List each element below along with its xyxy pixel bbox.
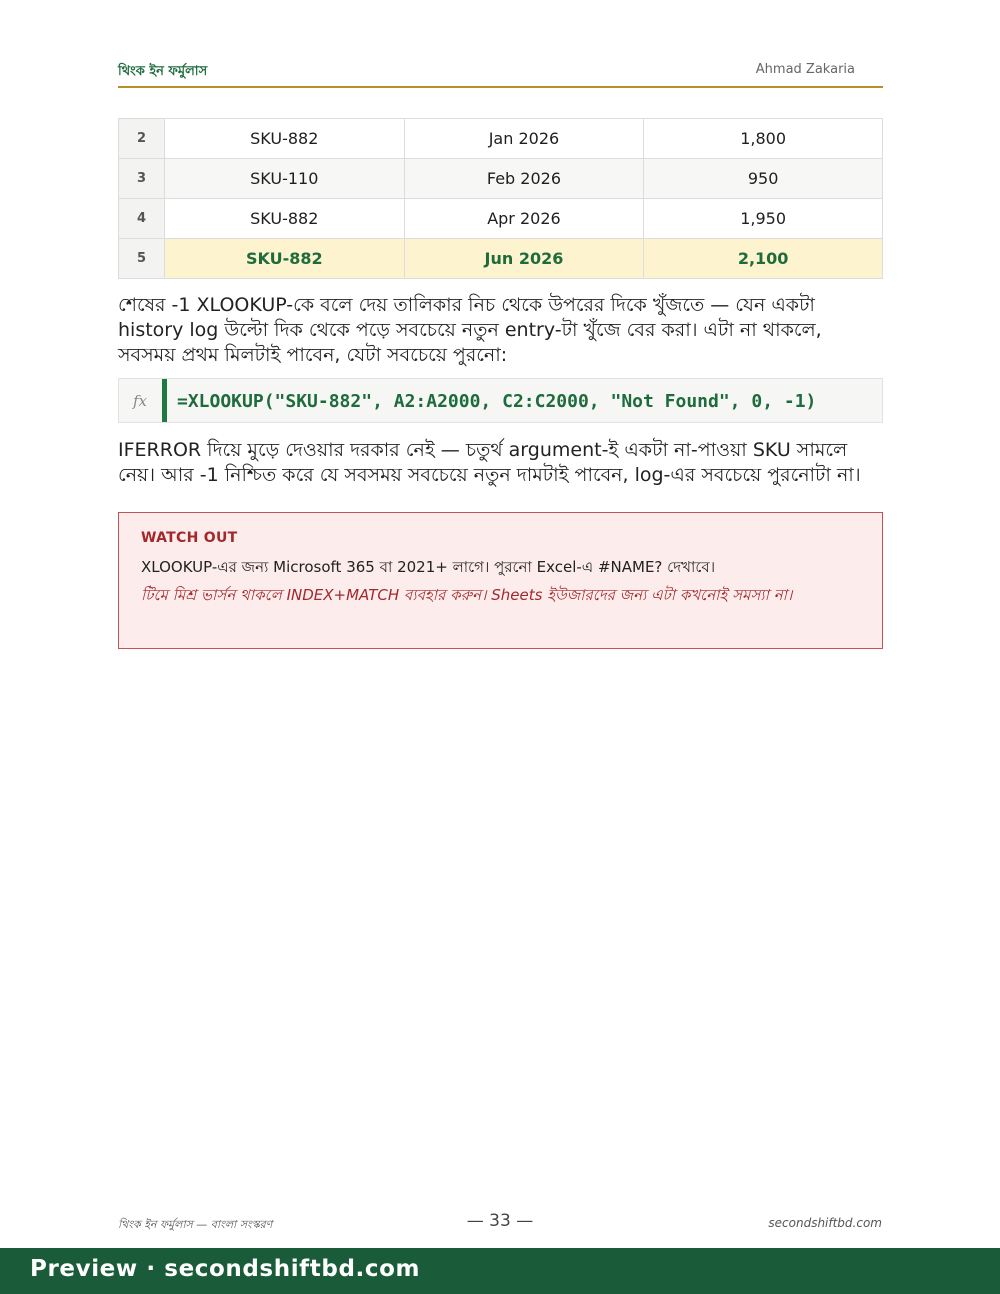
sku-cell: SKU-110 — [164, 159, 404, 199]
sku-cell: SKU-882 — [164, 239, 404, 279]
warning-note: টিমে মিশ্র ভার্সন থাকলে INDEX+MATCH ব্যবহার করুন। Sheets ইউজারদের জন্য এটা কখনোই সমস্যা না। — [141, 586, 793, 604]
table-row — [119, 199, 883, 239]
sku-cell: SKU-882 — [164, 119, 404, 159]
warning-title: WATCH OUT — [141, 530, 238, 546]
preview-banner — [0, 1248, 1000, 1294]
author-name: Ahmad Zakaria — [755, 62, 855, 77]
row-number: 2 — [119, 119, 165, 159]
row-number: 5 — [119, 239, 165, 279]
followup-paragraph: IFERROR দিয়ে মুড়ে দেওয়ার দরকার নেই — চতুর্থ argument-ই একটা না-পাওয়া SKU সামলে নেয়। আর -1 নিশ্চিত করে যে সবসময় সবচেয়ে নতুন দামটাই পাবেন, log-এর সবচেয়ে পুরনোটা না। — [118, 439, 861, 486]
date-cell: Jun 2026 — [404, 239, 644, 279]
table-row — [119, 159, 883, 199]
fx-label: fx — [133, 392, 148, 410]
table-row — [119, 119, 883, 159]
spreadsheet-table — [118, 118, 883, 279]
highlighted-table-row — [119, 239, 883, 279]
formula-accent-bar — [162, 379, 167, 422]
row-number: 3 — [119, 159, 165, 199]
value-cell: 1,800 — [644, 119, 883, 159]
footer-website: secondshiftbd.com — [768, 1216, 882, 1230]
value-cell: 2,100 — [644, 239, 883, 279]
date-cell: Jan 2026 — [404, 119, 644, 159]
formula-code: =XLOOKUP("SKU-882", A2:A2000, C2:C2000, "Not Found", 0, -1) — [177, 391, 817, 412]
date-cell: Feb 2026 — [404, 159, 644, 199]
sku-cell: SKU-882 — [164, 199, 404, 239]
page-number: — 33 — — [466, 1211, 534, 1231]
value-cell: 950 — [644, 159, 883, 199]
value-cell: 1,950 — [644, 199, 883, 239]
row-number: 4 — [119, 199, 165, 239]
formula-box — [118, 378, 883, 423]
explanation-paragraph: শেষের -1 XLOOKUP-কে বলে দেয় তালিকার নিচ থেকে উপরের দিকে খুঁজতে — যেন একটা history log উল্টো দিক থেকে পড়ে সবচেয়ে নতুন entry-টা খুঁজে বের করা। এটা না থাকলে, সবসময় প্রথম মিলটাই পাবেন, যেটা সবচেয়ে পুরনো: — [118, 294, 822, 366]
book-title: থিংক ইন ফর্মুলাস — [118, 64, 208, 79]
footer-book-title: থিংক ইন ফর্মুলাস — বাংলা সংস্করণ — [118, 1218, 273, 1231]
preview-banner-text: Preview · secondshiftbd.com — [30, 1256, 421, 1282]
warning-text: XLOOKUP-এর জন্য Microsoft 365 বা 2021+ লাগে। পুরনো Excel-এ #NAME? দেখাবে। — [141, 558, 716, 576]
warning-callout — [118, 512, 883, 649]
page-header — [118, 60, 883, 88]
date-cell: Apr 2026 — [404, 199, 644, 239]
